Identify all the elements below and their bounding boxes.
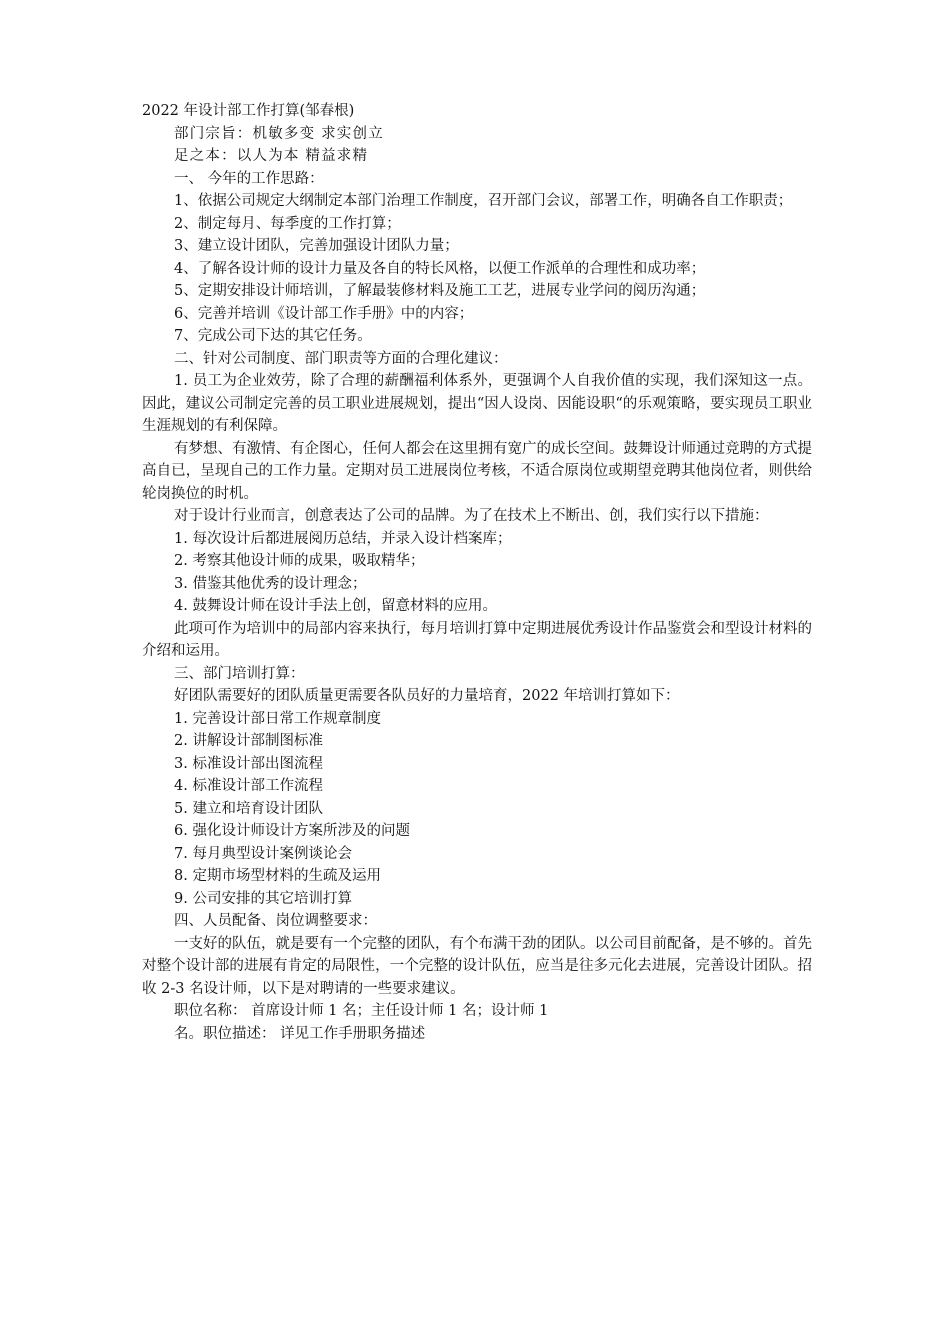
section-3-item: 1. 完善设计部日常工作规章制度 bbox=[174, 710, 381, 727]
section-3-item: 9. 公司安排的其它培训打算 bbox=[174, 890, 352, 907]
section-2-paragraph: 1. 员工为企业效劳，除了合理的薪酬福利体系外，更强调个人自我价值的实现，我们深知这一点。因此，建议公司制定完善的员工职业进展规划，提出“因人设岗、因能设职“的乐观策略，要实现员工职业生涯规划的有利保障。 bbox=[142, 373, 812, 434]
section-3-intro: 好团队需要好的团队质量更需要各队员好的力量培育，2022 年培训打算如下： bbox=[174, 688, 680, 704]
section-3-item: 3. 标准设计部出图流程 bbox=[174, 755, 323, 772]
section-2-paragraph: 此项可作为培训中的局部内容来执行，每月培训打算中定期进展优秀设计作品鉴赏会和型设计材料的介绍和运用。 bbox=[142, 620, 812, 659]
section-2-paragraph: 对于设计行业而言，创意表达了公司的品牌。为了在技术上不断出、创，我们实行以下措施： bbox=[174, 508, 769, 524]
section-3-item: 4. 标准设计部工作流程 bbox=[174, 778, 323, 794]
department-motto: 部门宗旨：机敏多变 求实创立 bbox=[174, 125, 384, 142]
section-3-item: 8. 定期市场型材料的生疏及运用 bbox=[174, 868, 381, 884]
section-1-item: 3、建立设计团队，完善加强设计团队力量； bbox=[174, 238, 459, 254]
section-2-measure: 2. 考察其他设计师的成果，吸取精华； bbox=[174, 553, 425, 569]
section-1-item: 5、定期安排设计师培训，了解最装修材料及施工工艺，进展专业学问的阅历沟通； bbox=[174, 283, 706, 299]
section-1-heading: 一、 今年的工作思路： bbox=[174, 170, 324, 187]
section-2-measure: 3. 借鉴其他优秀的设计理念； bbox=[174, 575, 367, 592]
section-1-item: 4、了解各设计师的设计力量及各自的特长风格，以便工作派单的合理性和成功率； bbox=[174, 260, 706, 277]
section-2-measure: 4. 鼓舞设计师在设计手法上创，留意材料的应用。 bbox=[174, 598, 497, 614]
document-body bbox=[142, 100, 812, 1045]
department-foundation: 足之本：以人为本 精益求精 bbox=[174, 148, 369, 164]
section-2-heading: 二、针对公司制度、部门职责等方面的合理化建议： bbox=[174, 350, 508, 367]
section-1-item: 6、完善并培训《设计部工作手册》中的内容； bbox=[174, 305, 474, 322]
section-2-paragraph: 有梦想、有激情、有企图心，任何人都会在这里拥有宽广的成长空间。鼓舞设计师通过竞聘的方式提高自已，呈现自己的工作力量。定期对员工进展岗位考核，不适合原岗位或期望竞聘其他岗位者，则供给轮岗换位的时机。 bbox=[142, 440, 812, 502]
section-3-item: 6. 强化设计师设计方案所涉及的问题 bbox=[174, 823, 410, 839]
section-1-item: 2、制定每月、每季度的工作打算； bbox=[174, 215, 401, 232]
section-3-item: 2. 讲解设计部制图标准 bbox=[174, 733, 323, 749]
section-2-measure: 1. 每次设计后都进展阅历总结，并录入设计档案库； bbox=[174, 530, 512, 547]
positions-line: 职位名称： 首席设计师 1 名；主任设计师 1 名；设计师 1 bbox=[174, 1003, 549, 1019]
section-3-item: 5. 建立和培育设计团队 bbox=[174, 800, 323, 817]
position-description-line: 名。职位描述： 详见工作手册职务描述 bbox=[174, 1025, 426, 1042]
section-3-heading: 三、部门培训打算： bbox=[174, 665, 305, 682]
section-4-heading: 四、人员配备、岗位调整要求： bbox=[174, 913, 377, 929]
section-1-item: 7、完成公司下达的其它任务。 bbox=[174, 328, 372, 344]
section-1-item: 1、依据公司规定大纲制定本部门治理工作制度，召开部门会议，部署工作，明确各自工作职责； bbox=[174, 193, 793, 209]
section-3-item: 7. 每月典型设计案例谈论会 bbox=[174, 845, 352, 862]
section-4-paragraph: 一支好的队伍，就是要有一个完整的团队，有个布满干劲的团队。以公司目前配备，是不够的。首先对整个设计部的进展有肯定的局限性，一个完整的设计队伍，应当是往多元化去进展，完善设计团队。招收 2-3 名设计师，以下是对聘请的一些要求建议。 bbox=[142, 935, 812, 997]
document-title: 2022 年设计部工作打算(邹春根) bbox=[142, 103, 355, 119]
